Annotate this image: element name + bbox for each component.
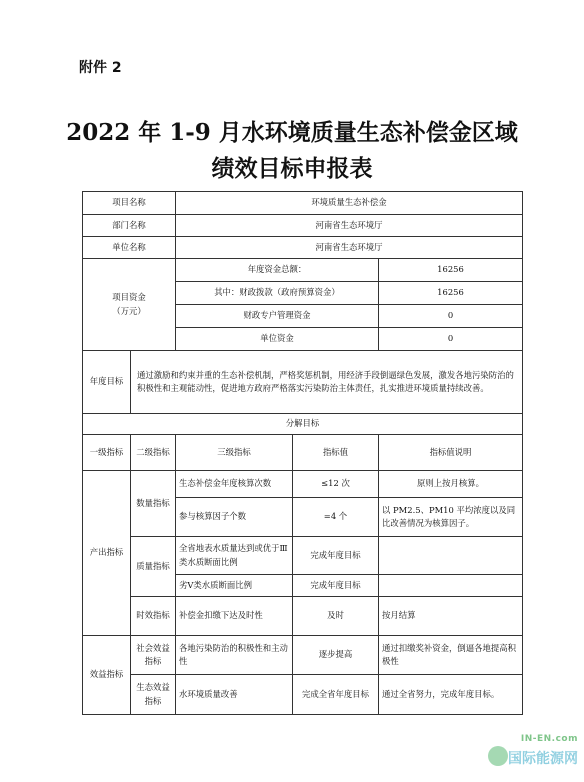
funds-unit: （万元）	[112, 305, 146, 316]
row-quantity-1	[83, 471, 523, 498]
funds-row-value: 0	[379, 328, 523, 351]
row-annual-goal	[83, 351, 523, 414]
performance-target-table	[82, 191, 523, 715]
eco-label: 生态效益指标	[131, 675, 176, 715]
attachment-label: 附件 2	[79, 60, 122, 76]
q1-desc: 原则上按月核算。	[379, 471, 523, 498]
t1-desc: 按月结算	[379, 597, 523, 636]
col-desc-header: 指标值说明	[379, 435, 523, 471]
breakdown-label: 分解目标	[83, 414, 523, 435]
ql1-desc	[379, 537, 523, 575]
e1-value: 完成全省年度目标	[293, 675, 379, 715]
watermark-domain: IN-EN.com	[520, 734, 578, 744]
benefit-label: 效益指标	[83, 636, 131, 715]
t1-name: 补偿金扣缴下达及时性	[176, 597, 293, 636]
col-level3-header: 三级指标	[176, 435, 293, 471]
q2-desc: 以 PM2.5、PM10 平均浓度以及同比改善情况为核算因子。	[379, 498, 523, 537]
page-title-line2: 绩效目标申报表	[211, 155, 373, 182]
row-breakdown	[83, 414, 523, 435]
unit-label: 单位名称	[83, 237, 176, 259]
row-column-headers	[83, 435, 523, 471]
funds-label-cell	[83, 259, 176, 351]
s1-name: 各地污染防治的积极性和主动性	[176, 636, 293, 675]
funds-label: 项目资金	[112, 292, 146, 303]
row-social	[83, 636, 523, 675]
row-quality-1	[83, 537, 523, 575]
funds-row-label: 年度资金总额：	[176, 259, 379, 282]
s1-value: 逐步提高	[293, 636, 379, 675]
funds-row-label: 财政专户管理资金	[176, 305, 379, 328]
row-project-name	[83, 192, 523, 215]
globe-logo-icon	[488, 746, 508, 766]
project-name-label: 项目名称	[83, 192, 176, 215]
col-level1-header: 一级指标	[83, 435, 131, 471]
row-unit	[83, 237, 523, 259]
quantity-label: 数量指标	[131, 471, 176, 537]
ql2-desc	[379, 575, 523, 597]
col-level2-header: 二级指标	[131, 435, 176, 471]
annual-goal-label: 年度目标	[83, 351, 131, 414]
col-value-header: 指标值	[293, 435, 379, 471]
site-watermark	[482, 732, 578, 778]
q2-name: 参与核算因子个数	[176, 498, 293, 537]
q1-name: 生态补偿金年度核算次数	[176, 471, 293, 498]
ql2-value: 完成年度目标	[293, 575, 379, 597]
funds-row-label: 单位资金	[176, 328, 379, 351]
quality-label: 质量指标	[131, 537, 176, 597]
funds-row-label: 其中：财政拨款（政府预算资金）	[176, 282, 379, 305]
t1-value: 及时	[293, 597, 379, 636]
output-label: 产出指标	[83, 471, 131, 636]
annual-goal-text: 通过激励和约束并重的生态补偿机制，严格奖惩机制，用经济手段倒逼绿色发展，激发各地污染防治的积极性和主观能动性，促进地方政府严格落实污染防治主体责任，扎实推进环境质量持续改善。	[131, 351, 523, 414]
funds-row-value: 0	[379, 305, 523, 328]
dept-label: 部门名称	[83, 215, 176, 237]
e1-name: 水环境质量改善	[176, 675, 293, 715]
unit-value: 河南省生态环境厅	[176, 237, 523, 259]
q2-value: =4 个	[293, 498, 379, 537]
s1-desc: 通过扣缴奖补资金，倒逼各地提高积极性	[379, 636, 523, 675]
page-title-line1: 2022 年 1-9 月水环境质量生态补偿金区域	[66, 119, 518, 146]
funds-row-value: 16256	[379, 282, 523, 305]
ql1-value: 完成年度目标	[293, 537, 379, 575]
social-label: 社会效益指标	[131, 636, 176, 675]
ql1-name: 全省地表水质量达到或优于Ⅲ类水质断面比例	[176, 537, 293, 575]
q1-value: ≤12 次	[293, 471, 379, 498]
row-dept	[83, 215, 523, 237]
row-funds-total	[83, 259, 523, 282]
project-name-value: 环境质量生态补偿金	[176, 192, 523, 215]
dept-value: 河南省生态环境厅	[176, 215, 523, 237]
row-eco	[83, 675, 523, 715]
timeliness-label: 时效指标	[131, 597, 176, 636]
funds-row-value: 16256	[379, 259, 523, 282]
row-timeliness	[83, 597, 523, 636]
ql2-name: 劣Ⅴ类水质断面比例	[176, 575, 293, 597]
watermark-name: 国际能源网	[508, 751, 578, 767]
e1-desc: 通过全省努力，完成年度目标。	[379, 675, 523, 715]
